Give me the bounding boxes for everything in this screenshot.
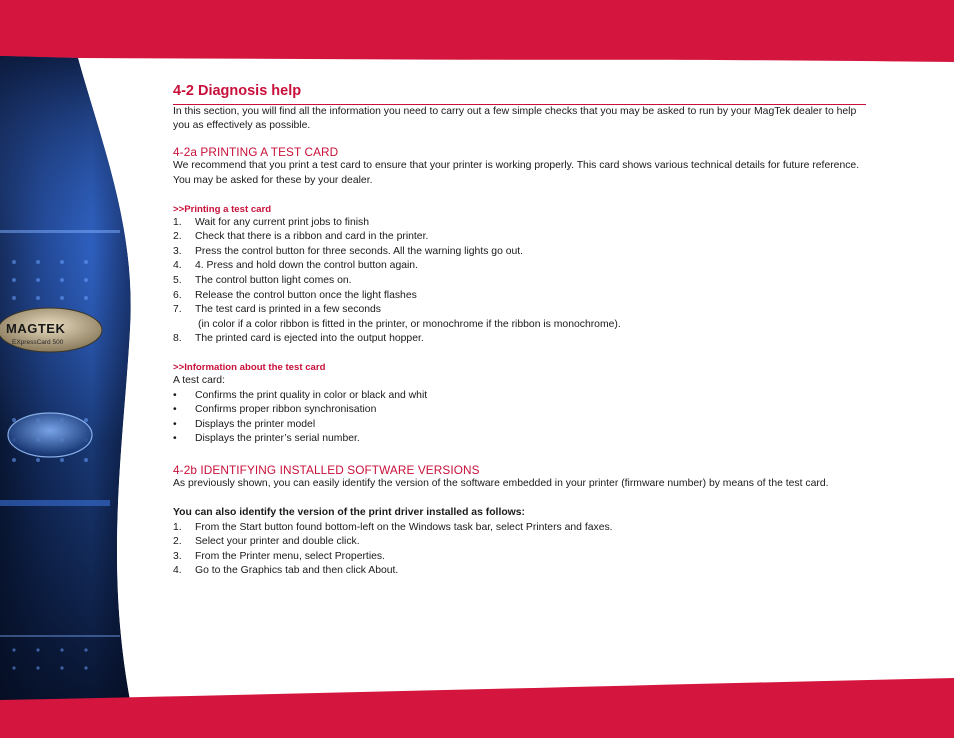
list-item: 8. The printed card is ejected into the output hopper. xyxy=(173,333,424,345)
list-item: 3. Press the control button for three seconds. All the warning lights go out. xyxy=(173,245,524,257)
test-card-info-subheading: >>Information about the test card xyxy=(173,361,326,373)
list-item: 7. The test card is printed in a few seconds xyxy=(173,304,381,316)
printing-test-card-subheading: >>Printing a test card xyxy=(173,203,272,215)
test-card-steps xyxy=(173,216,866,318)
list-item: • Displays the printer’s serial number. xyxy=(173,432,866,447)
test-card-steps-cont xyxy=(173,332,866,347)
list-item: 4. Go to the Graphics tab and then click About. xyxy=(173,565,399,577)
list-item: 5. The control button light comes on. xyxy=(173,274,352,286)
intro-paragraph: In this section, you will find all the information you need to carry out a few simple checks that you may be asked to run by your MagTek dealer to help you as effectively as possible. xyxy=(173,105,857,132)
step-7-note: (in color if a color ribbon is fitted in the printer, or monochrome if the ribbon is monochrome). xyxy=(198,318,621,330)
document-content xyxy=(173,84,866,579)
list-item: 1. Wait for any current print jobs to finish xyxy=(173,216,370,228)
list-item: 2. Check that there is a ribbon and card in the printer. xyxy=(173,231,429,243)
bullet-icon: • xyxy=(173,404,177,416)
list-item: • Confirms the print quality in color or black and whit xyxy=(173,389,866,404)
list-item: 3. From the Printer menu, select Properties. xyxy=(173,550,385,562)
test-card-info-list xyxy=(173,389,866,447)
section-a-body: We recommend that you print a test card to ensure that your printer is working properly. This card shows various technical details for future reference. You may be asked for these by your dealer. xyxy=(173,160,860,186)
section-b-heading: 4-2b IDENTIFYING INSTALLED SOFTWARE VERSIONS xyxy=(173,462,480,477)
top-red-band xyxy=(0,0,954,62)
page-title: 4-2 Diagnosis help xyxy=(173,84,866,105)
list-item: • Displays the printer model xyxy=(173,418,866,433)
logo-model-text: EXpressCard 500 xyxy=(12,339,64,346)
test-card-info-intro: A test card: xyxy=(173,374,225,386)
list-item: 2. Select your printer and double click. xyxy=(173,536,360,548)
logo-brand-text: MAGTEK xyxy=(6,321,66,336)
driver-version-lead: You can also identify the version of the print driver installed as follows: xyxy=(173,507,525,519)
list-item: 4. 4. Press and hold down the control button again. xyxy=(173,260,418,272)
printer-control-button xyxy=(8,413,92,457)
section-a-heading: 4-2a PRINTING A TEST CARD xyxy=(173,144,339,159)
driver-version-steps xyxy=(173,521,866,579)
bullet-icon: • xyxy=(173,433,177,445)
list-item: 1. From the Start button found bottom-left on the Windows task bar, select Printers and faxes. xyxy=(173,521,613,533)
section-b-body: As previously shown, you can easily identify the version of the software embedded in your printer (firmware number) by means of the test card. xyxy=(173,478,829,490)
list-item: • Confirms proper ribbon synchronisation xyxy=(173,403,866,418)
bullet-icon: • xyxy=(173,389,177,401)
list-item: 6. Release the control button once the light flashes xyxy=(173,289,417,301)
bullet-icon: • xyxy=(173,418,177,430)
